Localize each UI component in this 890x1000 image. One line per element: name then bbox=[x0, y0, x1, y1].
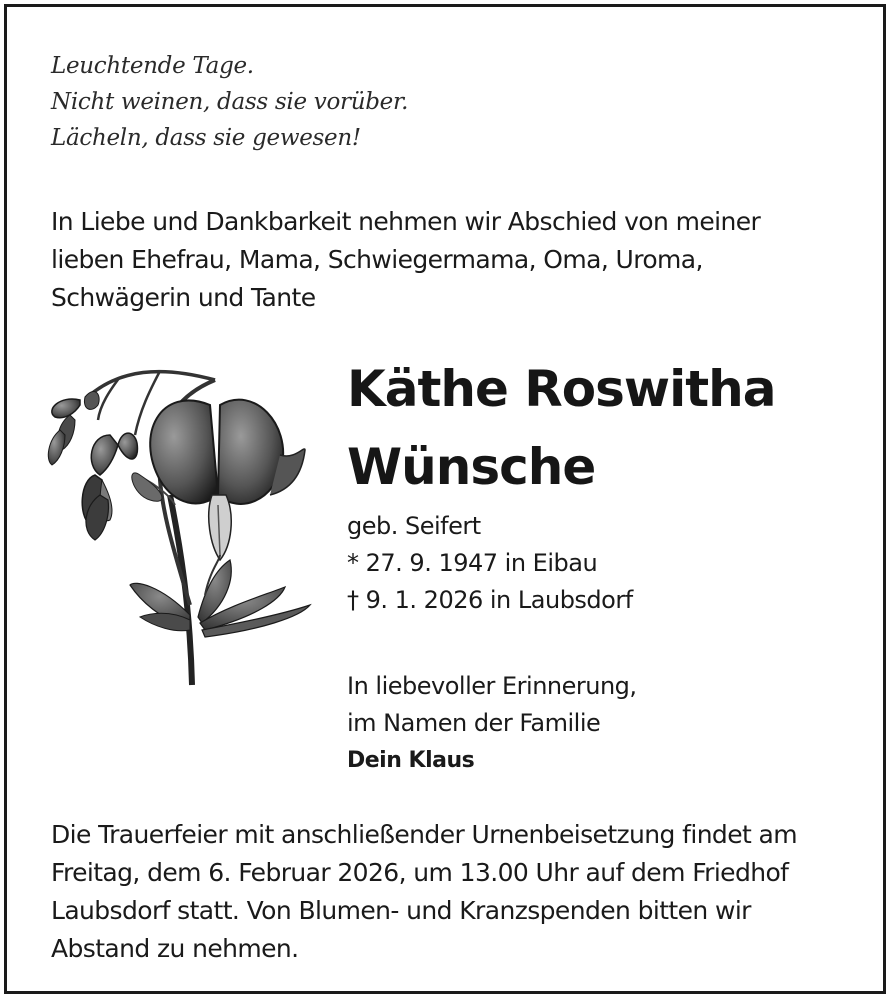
signoff-line: im Namen der Familie bbox=[347, 709, 601, 737]
intro-line: In Liebe und Dankbarkeit nehmen wir Abschied von meiner bbox=[51, 207, 761, 236]
service-line: Freitag, dem 6. Februar 2026, um 13.00 Uhr auf dem Friedhof bbox=[51, 858, 789, 887]
intro-line: lieben Ehefrau, Mama, Schwiegermama, Oma, Uroma, bbox=[51, 245, 703, 274]
service-line: Die Trauerfeier mit anschließender Urnenbeisetzung findet am bbox=[51, 820, 798, 849]
service-line: Abstand zu nehmen. bbox=[51, 934, 299, 963]
family-signoff bbox=[347, 668, 637, 779]
motto-line: Lächeln, dass sie gewesen! bbox=[51, 125, 361, 151]
maiden-name: geb. Seifert bbox=[347, 512, 481, 540]
intro-line: Schwägerin und Tante bbox=[51, 283, 316, 312]
funeral-service-info bbox=[51, 816, 797, 968]
death-date: † 9. 1. 2026 in Laubsdorf bbox=[347, 586, 633, 614]
motto-verse bbox=[51, 48, 408, 156]
intro-text bbox=[51, 203, 841, 317]
motto-line: Nicht weinen, dass sie vorüber. bbox=[51, 89, 409, 115]
signoff-line: In liebevoller Erinnerung, bbox=[347, 672, 637, 700]
signature: Dein Klaus bbox=[347, 748, 475, 773]
deceased-first-names: Käthe Roswitha bbox=[347, 360, 776, 418]
motto-line: Leuchtende Tage. bbox=[51, 53, 254, 79]
deceased-surname: Wünsche bbox=[347, 438, 596, 496]
deceased-name bbox=[347, 350, 775, 506]
service-line: Laubsdorf statt. Von Blumen- und Kranzspenden bitten wir bbox=[51, 896, 751, 925]
birth-date: * 27. 9. 1947 in Eibau bbox=[347, 549, 598, 577]
deceased-details bbox=[347, 508, 633, 619]
bleeding-heart-flower-icon bbox=[40, 355, 320, 695]
